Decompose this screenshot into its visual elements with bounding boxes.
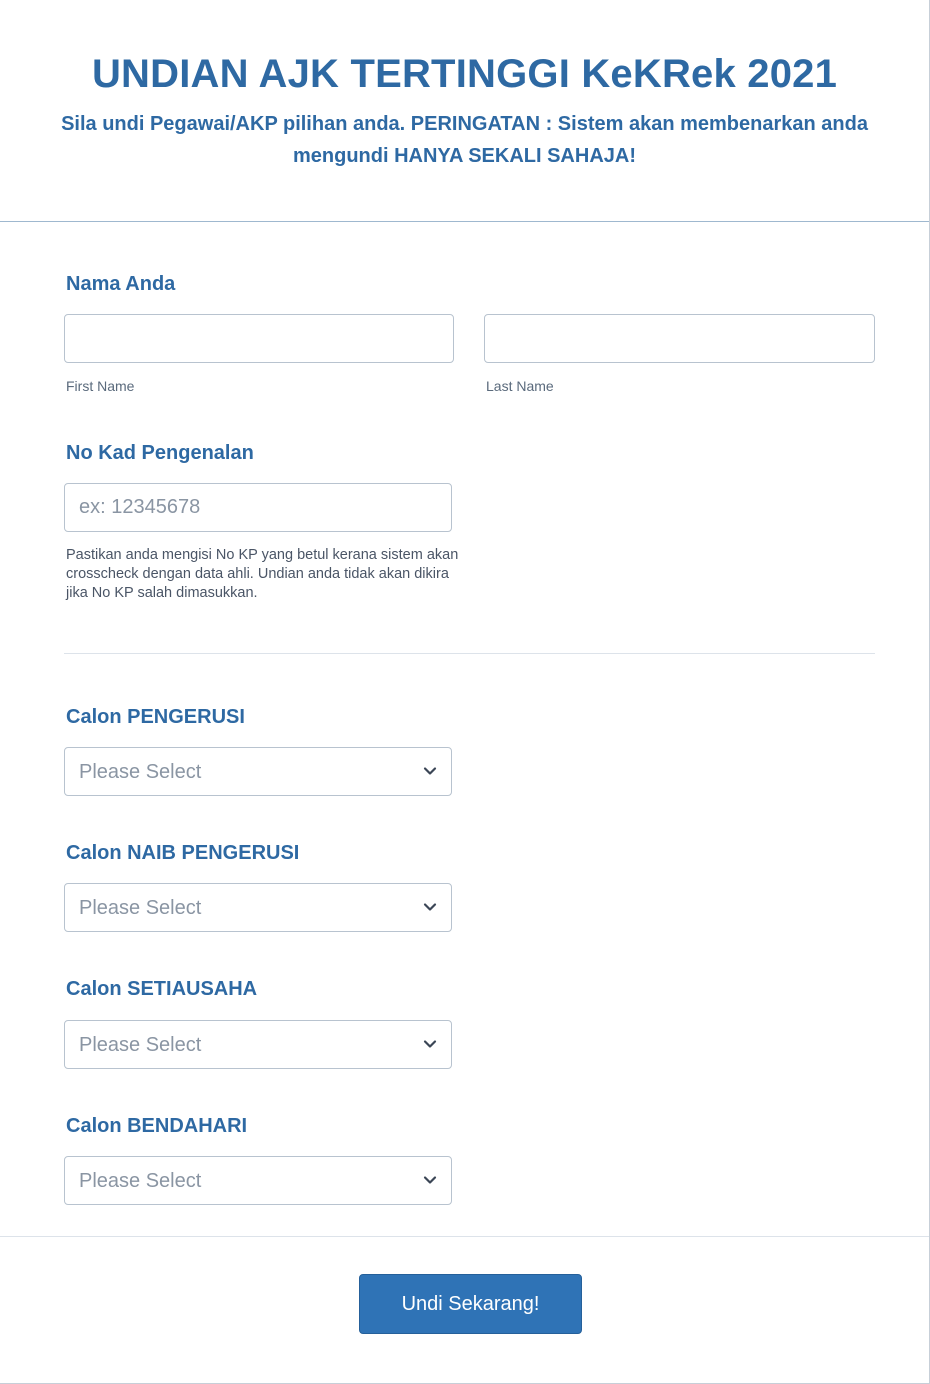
secretary-select[interactable] xyxy=(64,1020,452,1069)
name-label: Nama Anda xyxy=(66,273,176,295)
vice-chairman-select[interactable] xyxy=(64,883,452,932)
treasurer-label: Calon BENDAHARI xyxy=(66,1115,248,1137)
ic-label: No Kad Pengenalan xyxy=(66,442,254,464)
secretary-select-placeholder: Please Select xyxy=(79,1034,202,1056)
footer-divider xyxy=(0,1236,929,1237)
last-name-field[interactable] xyxy=(484,314,875,363)
page-title: UNDIAN AJK TERTINGGI KeKRek 2021 xyxy=(91,52,838,96)
ic-number-field[interactable] xyxy=(64,483,452,532)
page-subtitle: Sila undi Pegawai/AKP pilihan anda. PERINGATAN : Sistem akan membenarkan anda mengundi HANYA SEKALI SAHAJA! xyxy=(61,113,868,167)
last-name-sublabel: Last Name xyxy=(486,378,554,394)
chevron-down-icon xyxy=(423,1173,437,1187)
treasurer-select[interactable] xyxy=(64,1156,452,1205)
chevron-down-icon xyxy=(423,764,437,778)
first-name-field[interactable] xyxy=(64,314,454,363)
chevron-down-icon xyxy=(423,900,437,914)
submit-button[interactable]: Undi Sekarang! xyxy=(359,1274,582,1334)
ic-help-text: Pastikan anda mengisi No KP yang betul kerana sistem akan crosscheck dengan data ahli. Undian anda tidak akan dikira jika No KP salah dimasukkan. xyxy=(66,547,459,601)
treasurer-select-placeholder: Please Select xyxy=(79,1170,202,1192)
vice-chairman-select-placeholder: Please Select xyxy=(79,897,202,919)
section-divider xyxy=(64,653,875,654)
chairman-label: Calon PENGERUSI xyxy=(66,706,245,728)
chairman-select[interactable] xyxy=(64,747,452,796)
chevron-down-icon xyxy=(423,1037,437,1051)
secretary-label: Calon SETIAUSAHA xyxy=(66,978,258,1000)
chairman-select-placeholder: Please Select xyxy=(79,761,202,783)
form-header xyxy=(0,0,929,222)
vice-chairman-label: Calon NAIB PENGERUSI xyxy=(66,842,300,864)
first-name-sublabel: First Name xyxy=(66,378,135,394)
